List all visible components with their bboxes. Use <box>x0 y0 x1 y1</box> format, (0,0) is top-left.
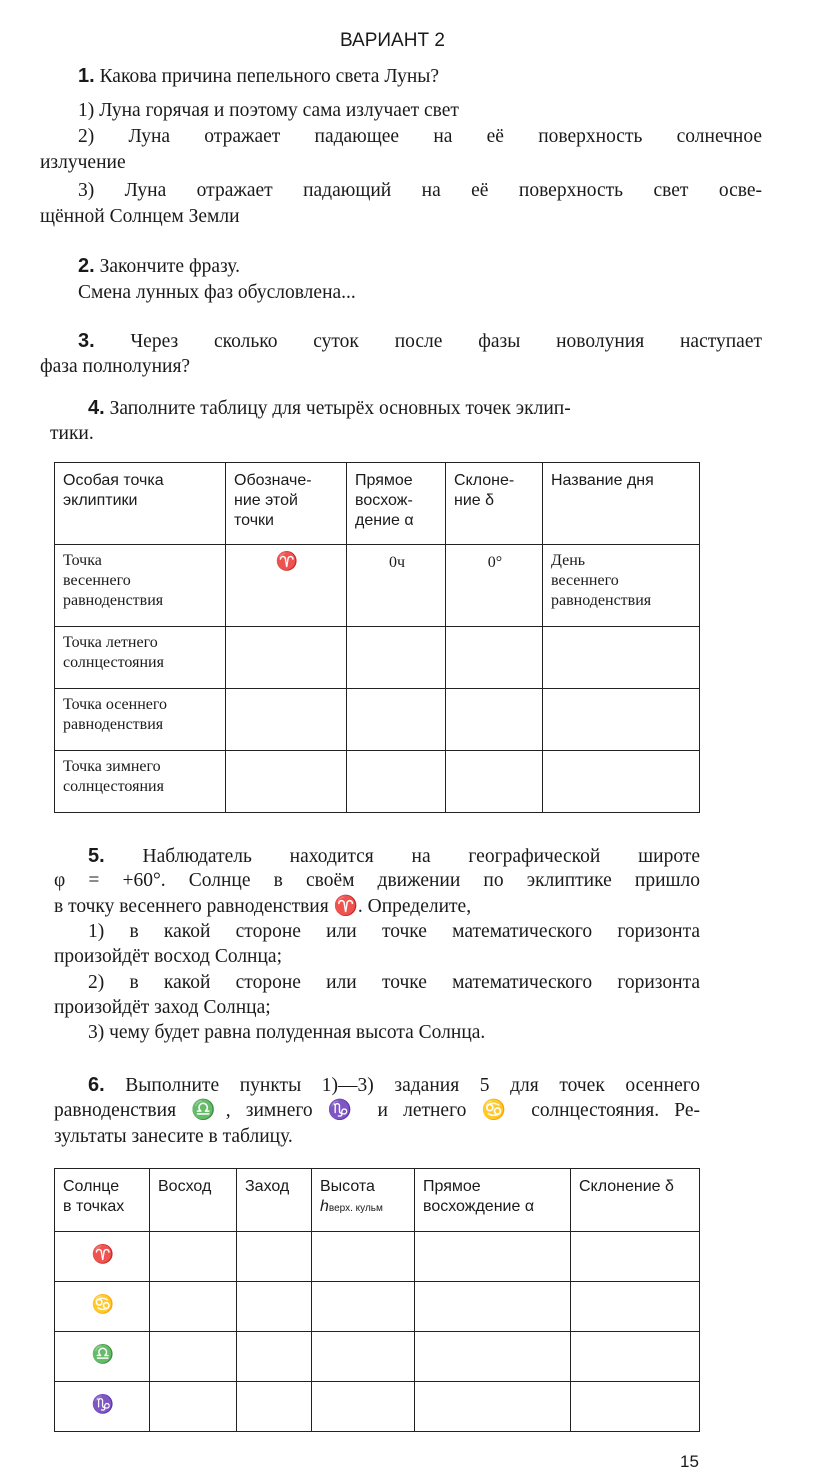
header-text: Солнце <box>63 1178 120 1195</box>
header-text: Название дня <box>551 472 654 489</box>
altitude-symbol <box>320 1197 408 1219</box>
q5-line8: 3) чему будет равна полуденная высота Солнца. <box>88 1022 486 1043</box>
q6-line3: зультаты занесите в таблицу. <box>54 1126 293 1147</box>
table2-header-altitude <box>312 1169 415 1232</box>
cell-text: равноденствия <box>63 592 164 609</box>
empty-cell <box>237 1282 312 1332</box>
sun-points-table <box>54 1168 700 1432</box>
cell-text: Точка зимнего <box>63 758 161 775</box>
cell-text: День <box>551 552 586 569</box>
cell-text: Точка летнего <box>63 634 158 651</box>
altitude-h: h <box>320 1198 329 1215</box>
empty-cell <box>415 1282 571 1332</box>
q4-text: Заполните таблицу для четырёх основных точек эклип- <box>109 398 571 419</box>
empty-cell <box>415 1332 571 1382</box>
empty-cell <box>150 1382 237 1432</box>
cell-text: весеннего <box>551 572 619 589</box>
q6-line1 <box>88 1073 700 1098</box>
empty-cell <box>446 751 543 813</box>
empty-cell <box>543 689 700 751</box>
q1-option-2-line1: 2) Луна отражает падающее на её поверхность солнечное <box>78 126 762 147</box>
empty-cell <box>446 689 543 751</box>
q5-line2: φ = +60°. Солнце в своём движении по эклиптике пришло <box>54 870 700 891</box>
q1-option-2-line2: излучение <box>40 152 126 173</box>
q4-number: 4. <box>88 397 105 419</box>
empty-cell <box>312 1232 415 1282</box>
header-text: Прямое <box>423 1178 481 1195</box>
table-row <box>55 545 700 627</box>
q5-line7: произойдёт заход Солнца; <box>54 997 271 1018</box>
empty-cell <box>226 689 347 751</box>
cancer-symbol: ♋ <box>55 1282 150 1332</box>
table2-header-ra <box>415 1169 571 1232</box>
empty-cell <box>237 1332 312 1382</box>
q2-line2: Смена лунных фаз обусловлена... <box>78 282 356 303</box>
q3-line1 <box>78 329 762 354</box>
cell-text: солнцестояния <box>63 778 164 795</box>
empty-cell <box>571 1332 700 1382</box>
empty-cell <box>347 751 446 813</box>
cell-text: равноденствия <box>63 716 164 733</box>
q5-line1 <box>88 844 700 869</box>
q1-option-3-line1: 3) Луна отражает падающий на её поверхность свет осве- <box>78 180 762 201</box>
aries-symbol: ♈ <box>55 1232 150 1282</box>
page-number: 15 <box>680 1452 699 1471</box>
empty-cell <box>415 1232 571 1282</box>
aries-symbol: ♈ <box>226 545 347 627</box>
empty-cell <box>415 1382 571 1432</box>
q6-line2: равноденствия ♎, зимнего ♑ и летнего ♋ солнцестояния. Ре- <box>54 1100 700 1121</box>
table-row <box>55 751 700 813</box>
q6-number: 6. <box>88 1074 105 1096</box>
header-text: эклиптики <box>63 492 138 509</box>
q2-number: 2. <box>78 255 95 277</box>
q3-number: 3. <box>78 330 95 352</box>
empty-cell <box>446 627 543 689</box>
cell-text: равноденствия <box>551 592 652 609</box>
q5-text: Наблюдатель находится на географической широте <box>142 846 701 867</box>
variant-title: ВАРИАНТ 2 <box>340 30 445 51</box>
table2-header-rise: Восход <box>150 1169 237 1232</box>
header-text: восхождение α <box>423 1198 535 1215</box>
empty-cell <box>571 1232 700 1282</box>
empty-cell <box>543 751 700 813</box>
q1-question <box>78 64 439 89</box>
empty-cell <box>226 751 347 813</box>
capricorn-symbol: ♑ <box>55 1382 150 1432</box>
ecliptic-points-table <box>54 462 700 813</box>
point-cell <box>55 627 226 689</box>
empty-cell <box>312 1282 415 1332</box>
header-text: Особая точка <box>63 472 164 489</box>
cell-text: весеннего <box>63 572 131 589</box>
empty-cell <box>571 1282 700 1332</box>
q2-text: Закончите фразу. <box>99 256 240 277</box>
empty-cell <box>347 627 446 689</box>
empty-cell <box>150 1332 237 1382</box>
empty-cell <box>312 1332 415 1382</box>
table1-header-point <box>55 463 226 545</box>
table2-header-set: Заход <box>237 1169 312 1232</box>
header-text: ние этой <box>234 492 298 509</box>
header-text: ние δ <box>454 492 495 509</box>
q3-text: Через сколько суток после фазы новолуния наступает <box>130 331 763 352</box>
empty-cell <box>237 1382 312 1432</box>
table1-header-symbol <box>226 463 347 545</box>
cell-text: Точка <box>63 552 102 569</box>
table1-header-ra <box>347 463 446 545</box>
header-text: точки <box>234 512 274 529</box>
libra-symbol: ♎ <box>55 1332 150 1382</box>
empty-cell <box>571 1382 700 1432</box>
header-text: в точках <box>63 1198 125 1215</box>
dec-cell: 0° <box>446 545 543 627</box>
cell-text: Точка осеннего <box>63 696 168 713</box>
q1-option-1: 1) Луна горячая и поэтому сама излучает свет <box>78 100 459 121</box>
q1-option-3-line2: щённой Солнцем Земли <box>40 206 240 227</box>
empty-cell <box>150 1282 237 1332</box>
empty-cell <box>237 1232 312 1282</box>
q1-text: Какова причина пепельного света Луны? <box>99 66 440 87</box>
table-row <box>55 1232 700 1282</box>
empty-cell <box>150 1232 237 1282</box>
q5-line5: произойдёт восход Солнца; <box>54 946 282 967</box>
point-cell <box>55 689 226 751</box>
header-text: Прямое <box>355 472 413 489</box>
point-cell <box>55 545 226 627</box>
table-row <box>55 627 700 689</box>
ra-cell: 0ч <box>347 545 446 627</box>
q1-number: 1. <box>78 65 95 87</box>
table2-header-dec: Склонение δ <box>571 1169 700 1232</box>
empty-cell <box>312 1382 415 1432</box>
empty-cell <box>347 689 446 751</box>
q5-line3: в точку весеннего равноденствия ♈. Определите, <box>54 896 472 917</box>
table-row <box>55 1332 700 1382</box>
header-text: Склоне- <box>454 472 515 489</box>
header-text: дение α <box>355 512 414 529</box>
table-row <box>55 1282 700 1332</box>
empty-cell <box>226 627 347 689</box>
table-row <box>55 689 700 751</box>
altitude-subscript: верх. кульм <box>328 1203 383 1214</box>
q2-line1 <box>78 254 240 279</box>
header-text: восхож- <box>355 492 413 509</box>
q4-line1 <box>88 396 571 421</box>
table2-header-sun <box>55 1169 150 1232</box>
cell-text: солнцестояния <box>63 654 164 671</box>
q4-line2: тики. <box>50 423 94 444</box>
q3-line2: фаза полнолуния? <box>40 356 191 377</box>
q5-number: 5. <box>88 845 105 867</box>
point-cell <box>55 751 226 813</box>
table-row <box>55 1382 700 1432</box>
table1-header-dec <box>446 463 543 545</box>
table1-header-row <box>55 463 700 545</box>
header-text: Обозначе- <box>234 472 312 489</box>
empty-cell <box>543 627 700 689</box>
table2-header-row <box>55 1169 700 1232</box>
q5-line4: 1) в какой стороне или точке математического горизонта <box>88 921 700 942</box>
day-cell <box>543 545 700 627</box>
header-text: Высота <box>320 1178 375 1195</box>
q5-line6: 2) в какой стороне или точке математического горизонта <box>88 972 700 993</box>
q6-text: Выполните пункты 1)—3) задания 5 для точек осеннего <box>125 1075 700 1096</box>
table1-header-day <box>543 463 700 545</box>
